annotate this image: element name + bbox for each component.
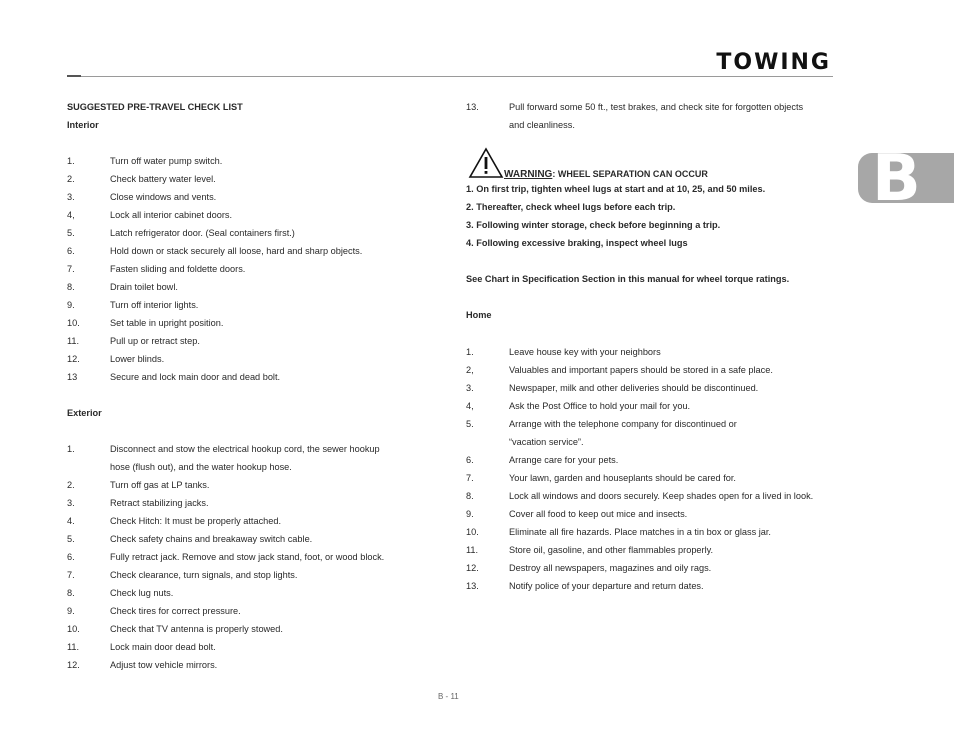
item-number: 6. xyxy=(67,552,75,562)
warning-block xyxy=(466,147,846,183)
item-number: 11. xyxy=(466,545,479,555)
item-text: Fasten sliding and foldette doors. xyxy=(110,264,246,274)
item-text: Pull up or retract step. xyxy=(110,336,200,346)
spacer xyxy=(67,425,417,443)
item-text: Check lug nuts. xyxy=(110,588,174,598)
item-text: Check battery water level. xyxy=(110,174,216,184)
item-text: Turn off interior lights. xyxy=(110,300,199,310)
item-text: Check clearance, turn signals, and stop lights. xyxy=(110,570,298,580)
item-text: Lock main door dead bolt. xyxy=(110,642,216,652)
item-number: 12. xyxy=(67,354,80,364)
list-item xyxy=(466,382,846,400)
item-text: Check Hitch: It must be properly attached. xyxy=(110,516,282,526)
section-tab xyxy=(858,153,954,203)
list-item xyxy=(67,353,417,371)
warning-list xyxy=(466,183,846,255)
header-rule-accent xyxy=(67,75,81,77)
item-number: 8. xyxy=(466,491,474,501)
list-item xyxy=(466,346,846,364)
page-title: TOWING xyxy=(716,50,831,75)
home-list-a xyxy=(466,346,846,418)
list-item xyxy=(67,263,417,281)
list-item xyxy=(67,209,417,227)
list-item xyxy=(67,533,417,551)
list-item xyxy=(67,371,417,389)
warning-triangle-icon xyxy=(468,147,504,179)
item-text: Store oil, gasoline, and other flammables properly. xyxy=(509,545,714,555)
warning-item: 1. On first trip, tighten wheel lugs at start and at 10, 25, and 50 miles. xyxy=(466,184,766,194)
list-item-continued xyxy=(466,119,846,137)
item-text: Arrange care for your pets. xyxy=(509,455,619,465)
spacer xyxy=(67,137,417,155)
item-text: Newspaper, milk and other deliveries should be discontinued. xyxy=(509,383,759,393)
list-item xyxy=(466,526,846,544)
item-text: Check tires for correct pressure. xyxy=(110,606,241,616)
item-text: Arrange with the telephone company for discontinued or xyxy=(509,419,737,429)
item-text: Hold down or stack securely all loose, hard and sharp objects. xyxy=(110,246,363,256)
interior-list xyxy=(67,155,417,389)
item-number: 3. xyxy=(466,383,474,393)
spacer xyxy=(466,327,846,346)
item-text: Close windows and vents. xyxy=(110,192,217,202)
item-text: and cleanliness. xyxy=(509,120,575,130)
list-item xyxy=(67,173,417,191)
home-heading: Home xyxy=(466,310,492,320)
item-number: 11. xyxy=(67,336,80,346)
item-number: 5. xyxy=(466,419,474,429)
list-item xyxy=(67,623,417,641)
item-text: Turn off water pump switch. xyxy=(110,156,223,166)
interior-heading: Interior xyxy=(67,120,99,130)
item-text: Check that TV antenna is properly stowed. xyxy=(110,624,283,634)
item-number: 1. xyxy=(67,156,75,166)
page-number: B - 11 xyxy=(438,692,459,701)
left-column xyxy=(67,101,417,677)
item-text: Ask the Post Office to hold your mail for you. xyxy=(509,401,691,411)
item-text: Valuables and important papers should be stored in a safe place. xyxy=(509,365,773,375)
item-number: 12. xyxy=(466,563,479,573)
list-item xyxy=(67,515,417,533)
item-text: Eliminate all fire hazards. Place matches in a tin box or glass jar. xyxy=(509,527,771,537)
spacer xyxy=(67,389,417,407)
list-item xyxy=(67,497,417,515)
item-text: Disconnect and stow the electrical hookup cord, the sewer hookup xyxy=(110,444,380,454)
list-item xyxy=(67,443,417,461)
list-item xyxy=(67,479,417,497)
item-text: Fully retract jack. Remove and stow jack stand, foot, or wood block. xyxy=(110,552,385,562)
item-number: 4, xyxy=(67,210,75,220)
item-number: 10. xyxy=(67,318,80,328)
item-text: Adjust tow vehicle mirrors. xyxy=(110,660,218,670)
item-number: 7. xyxy=(67,570,75,580)
list-item xyxy=(466,544,846,562)
item-text: hose (flush out), and the water hookup hose. xyxy=(110,462,292,472)
item-number: 9. xyxy=(67,300,75,310)
list-item xyxy=(67,281,417,299)
item-number: 10. xyxy=(67,624,80,634)
item-text: Cover all food to keep out mice and insects. xyxy=(509,509,688,519)
exterior-list xyxy=(67,479,417,677)
list-item xyxy=(67,299,417,317)
list-item xyxy=(67,569,417,587)
item-text: Latch refrigerator door. (Seal containers first.) xyxy=(110,228,295,238)
list-item xyxy=(67,551,417,569)
list-item xyxy=(67,587,417,605)
warning-item: 4. Following excessive braking, inspect wheel lugs xyxy=(466,238,688,248)
item-text: “vacation service”. xyxy=(509,437,584,447)
item-number: 13. xyxy=(466,581,479,591)
warning-subtitle: : WHEEL SEPARATION CAN OCCUR xyxy=(552,169,708,179)
item-text: Lock all interior cabinet doors. xyxy=(110,210,233,220)
warning-item: 3. Following winter storage, check before beginning a trip. xyxy=(466,220,721,230)
checklist-heading: SUGGESTED PRE-TRAVEL CHECK LIST xyxy=(67,102,243,112)
item-number: 3. xyxy=(67,498,75,508)
item-number: 13. xyxy=(466,102,479,112)
item-number: 12. xyxy=(67,660,80,670)
item-text: Retract stabilizing jacks. xyxy=(110,498,209,508)
item-text: Lower blinds. xyxy=(110,354,165,364)
item-number: 2. xyxy=(67,480,75,490)
list-item xyxy=(67,227,417,245)
list-item xyxy=(67,335,417,353)
list-item xyxy=(466,580,846,598)
item-text: Secure and lock main door and dead bolt. xyxy=(110,372,281,382)
spacer xyxy=(466,291,846,309)
item-number: 8. xyxy=(67,588,75,598)
list-item xyxy=(466,490,846,508)
list-item-continued xyxy=(67,461,417,479)
header-rule xyxy=(67,76,833,77)
item-number: 11. xyxy=(67,642,80,652)
item-number: 7. xyxy=(67,264,75,274)
item-number: 2. xyxy=(67,174,75,184)
item-text: Lock all windows and doors securely. Keep shades open for a lived in look. xyxy=(509,491,814,501)
item-number: 4. xyxy=(67,516,75,526)
list-item xyxy=(67,641,417,659)
item-number: 1. xyxy=(67,444,75,454)
item-text: Pull forward some 50 ft., test brakes, and check site for forgotten objects xyxy=(509,102,804,112)
item-text: Check safety chains and breakaway switch cable. xyxy=(110,534,313,544)
warning-word: WARNING xyxy=(504,169,553,180)
spacer xyxy=(466,255,846,273)
item-number: 7. xyxy=(466,473,474,483)
list-item xyxy=(466,101,846,119)
list-item xyxy=(67,245,417,263)
item-text: Set table in upright position. xyxy=(110,318,224,328)
item-number: 9. xyxy=(67,606,75,616)
item-number: 13 xyxy=(67,372,78,382)
item-number: 1. xyxy=(466,347,474,357)
list-item xyxy=(67,317,417,335)
chart-note: See Chart in Specification Section in this manual for wheel torque ratings. xyxy=(466,274,790,284)
list-item xyxy=(466,364,846,382)
item-number: 6. xyxy=(67,246,75,256)
item-text: Turn off gas at LP tanks. xyxy=(110,480,210,490)
item-number: 6. xyxy=(466,455,474,465)
exterior-heading: Exterior xyxy=(67,408,102,418)
list-item xyxy=(67,659,417,677)
list-item xyxy=(67,191,417,209)
item-number: 5. xyxy=(67,534,75,544)
item-text: Your lawn, garden and houseplants should be cared for. xyxy=(509,473,736,483)
item-text: Leave house key with your neighbors xyxy=(509,347,661,357)
item-number: 5. xyxy=(67,228,75,238)
item-number: 4, xyxy=(466,401,474,411)
item-number: 9. xyxy=(466,509,474,519)
list-item-continued xyxy=(466,436,846,454)
spacer xyxy=(466,137,846,147)
warning-title xyxy=(504,169,708,180)
item-number: 10. xyxy=(466,527,479,537)
section-tab-letter: B xyxy=(872,153,921,203)
item-number: 8. xyxy=(67,282,75,292)
list-item xyxy=(466,400,846,418)
list-item xyxy=(67,605,417,623)
list-item xyxy=(67,155,417,173)
warning-item: 2. Thereafter, check wheel lugs before each trip. xyxy=(466,202,676,212)
list-item xyxy=(466,562,846,580)
item-text: Destroy all newspapers, magazines and oily rags. xyxy=(509,563,712,573)
list-item xyxy=(466,472,846,490)
list-item xyxy=(466,418,846,436)
home-list-b xyxy=(466,454,846,598)
item-number: 2, xyxy=(466,365,474,375)
item-number: 3. xyxy=(67,192,75,202)
right-column xyxy=(466,101,846,598)
item-text: Notify police of your departure and return dates. xyxy=(509,581,704,591)
item-text: Drain toilet bowl. xyxy=(110,282,178,292)
list-item xyxy=(466,508,846,526)
list-item xyxy=(466,454,846,472)
